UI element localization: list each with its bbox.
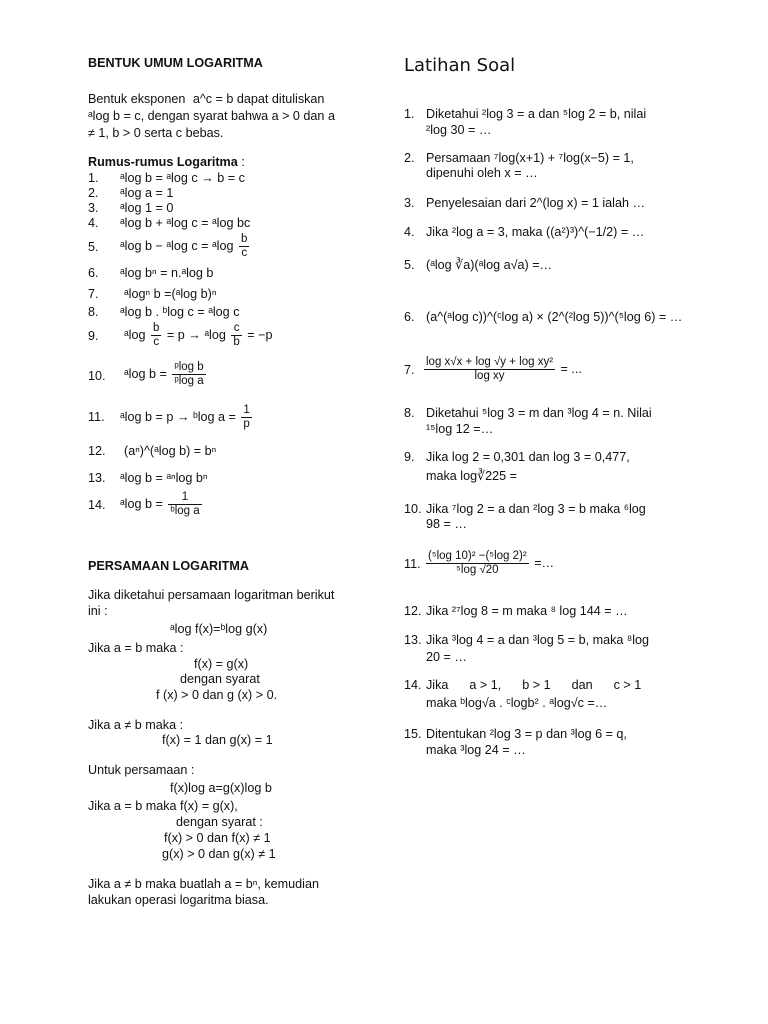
fraction: $\frac{b}{c}$ bbox=[240, 233, 248, 259]
intro-line-2: ᵃlog b = c, dengan syarat bahwa a > 0 dan a bbox=[88, 109, 335, 123]
question-12: 12. Jika ²⁷log 8 = m maka ⁸ log 144 = … bbox=[404, 604, 628, 618]
pers-equation: ᵃlog f(x)=ᵇlog g(x) bbox=[170, 622, 268, 636]
fraction: $\frac{\text{(⁵log 10)² −(⁵log 2)²}}{\text{⁵log √20}}$ bbox=[428, 550, 527, 576]
case-1-eq: f(x) = g(x) bbox=[194, 657, 249, 671]
question-1-line-2: ²log 30 = … bbox=[426, 123, 492, 137]
pers-intro-2: ini : bbox=[88, 604, 108, 618]
intro-line-1: Bentuk eksponen a^c = b dapat dituliskan bbox=[88, 92, 325, 106]
rule-12: 12. (aⁿ)^(ᵃlog b) = bⁿ bbox=[88, 444, 217, 458]
rule-3: 3. ᵃlog 1 = 0 bbox=[88, 201, 174, 215]
case-1: Jika a = b maka : bbox=[88, 641, 184, 655]
question-1: 1. Diketahui ²log 3 = a dan ⁵log 2 = b, nilai bbox=[404, 107, 647, 121]
case-3-cond-1: f(x) > 0 dan f(x) ≠ 1 bbox=[164, 831, 271, 845]
fraction: $\frac{c}{b}$ bbox=[233, 322, 240, 348]
question-8-line-2: ¹⁵log 12 =… bbox=[426, 422, 494, 436]
rule-6: 6. ᵃlog bⁿ = n.ᵃlog b bbox=[88, 266, 214, 280]
fraction: $\frac{b}{c}$ bbox=[153, 322, 160, 348]
rule-5: 5. ᵃlog b − ᵃlog c = ᵃlog $\frac{b}{c}$ bbox=[88, 233, 248, 259]
case-1-syarat: dengan syarat bbox=[180, 672, 260, 686]
question-9-line-2: maka log∛225 = bbox=[426, 469, 517, 483]
question-2: 2. Persamaan ⁷log(x+1) + ⁷log(x−5) = 1, bbox=[404, 151, 634, 165]
final-line-2: lakukan operasi logaritma biasa. bbox=[88, 893, 269, 907]
pers-intro-1: Jika diketahui persamaan logaritman berikut bbox=[88, 588, 335, 602]
rule-4: 4. ᵃlog b + ᵃlog c = ᵃlog bc bbox=[88, 216, 251, 230]
question-8: 8. Diketahui ⁵log 3 = m dan ³log 4 = n. Nilai bbox=[404, 406, 652, 420]
case-3-syarat: dengan syarat : bbox=[176, 815, 263, 829]
rule-11: 11. ᵃlog b = p → ᵇlog a = $\frac{1}{p}$ bbox=[88, 404, 250, 430]
question-14-line-2: maka ᵇlog√a . ᶜlogb² . ᵃlog√c =… bbox=[426, 696, 608, 710]
question-14: 14. Jika a > 1, b > 1 dan c > 1 bbox=[404, 678, 642, 692]
intro-expression: a^c = b bbox=[192, 92, 234, 106]
final-line-1: Jika a ≠ b maka buatlah a = bⁿ, kemudian bbox=[88, 877, 319, 891]
intro-line-3: ≠ 1, b > 0 serta c bebas. bbox=[88, 126, 224, 140]
question-13: 13. Jika ³log 4 = a dan ³log 5 = b, maka ⁸log bbox=[404, 633, 650, 647]
case-2: Jika a ≠ b maka : bbox=[88, 718, 184, 732]
question-6: 6. (a^(ᵃlog c))^(ᶜlog a) × (2^(²log 5))^(⁵log 6) = … bbox=[404, 310, 683, 324]
question-7: 7. $\frac{\text{log x√x + log √y + log xy²}}{\text{log xy}}$ = ... bbox=[404, 356, 582, 382]
rule-8: 8. ᵃlog b . ᵇlog c = ᵃlog c bbox=[88, 305, 240, 319]
rule-14: 14. ᵃlog b = $\frac{1}{\text{ᵇlog a}}$ bbox=[88, 491, 200, 517]
question-15-line-2: maka ³log 24 = … bbox=[426, 743, 526, 757]
untuk-persamaan: Untuk persamaan : bbox=[88, 763, 195, 777]
question-3: 3. Penyelesaian dari 2^(log x) = 1 ialah … bbox=[404, 196, 646, 210]
heading-bentuk-umum: BENTUK UMUM LOGARITMA bbox=[88, 56, 263, 70]
case-2-eq: f(x) = 1 dan g(x) = 1 bbox=[162, 733, 273, 747]
fraction: $\frac{1}{\text{ᵇlog a}}$ bbox=[170, 491, 200, 517]
rule-10: 10. ᵃlog b = $\frac{\text{ᵖlog b}}{\text{ᵖlog a}}$ bbox=[88, 361, 204, 387]
rule-13: 13. ᵃlog b = ᵃⁿlog bⁿ bbox=[88, 471, 208, 485]
untuk-equation: f(x)log a=g(x)log b bbox=[170, 781, 272, 795]
case-1-cond: f (x) > 0 dan g (x) > 0. bbox=[156, 688, 278, 702]
rule-7: 7. ᵃlogⁿ b =(ᵃlog b)ⁿ bbox=[88, 287, 217, 301]
fraction: $\frac{1}{p}$ bbox=[243, 404, 250, 430]
rumus-heading: Rumus-rumus Logaritma : bbox=[88, 155, 245, 169]
question-13-line-2: 20 = … bbox=[426, 650, 467, 664]
question-11: 11. $\frac{\text{(⁵log 10)² −(⁵log 2)²}}{\text{⁵log √20}}$ =… bbox=[404, 550, 555, 576]
question-9: 9. Jika log 2 = 0,301 dan log 3 = 0,477, bbox=[404, 450, 630, 464]
question-4: 4. Jika ²log a = 3, maka ((a²)³)^(−1/2) = … bbox=[404, 225, 645, 239]
question-10: 10. Jika ⁷log 2 = a dan ²log 3 = b maka ⁶log bbox=[404, 502, 646, 516]
case-3-cond-2: g(x) > 0 dan g(x) ≠ 1 bbox=[162, 847, 276, 861]
question-10-line-2: 98 = … bbox=[426, 517, 467, 531]
rule-1: 1. ᵃlog b = ᵃlog c → b = c bbox=[88, 171, 245, 185]
heading-persamaan: PERSAMAAN LOGARITMA bbox=[88, 559, 249, 573]
latihan-soal-title: Latihan Soal bbox=[404, 55, 516, 76]
rule-9: 9. ᵃlog $\frac{b}{c}$ = p → ᵃlog $\frac{c}{b}$ = −p bbox=[88, 322, 273, 348]
question-15: 15. Ditentukan ²log 3 = p dan ³log 6 = q, bbox=[404, 727, 627, 741]
question-2-line-2: dipenuhi oleh x = … bbox=[426, 166, 538, 180]
rule-2: 2. ᵃlog a = 1 bbox=[88, 186, 174, 200]
fraction: $\frac{\text{ᵖlog b}}{\text{ᵖlog a}}$ bbox=[174, 361, 204, 387]
case-3: Jika a = b maka f(x) = g(x), bbox=[88, 799, 238, 813]
fraction: $\frac{\text{log x√x + log √y + log xy²}}{\text{log xy}}$ bbox=[426, 356, 554, 382]
question-5: 5. (ᵃlog ∛a)(ᵃlog a√a) =… bbox=[404, 258, 553, 272]
